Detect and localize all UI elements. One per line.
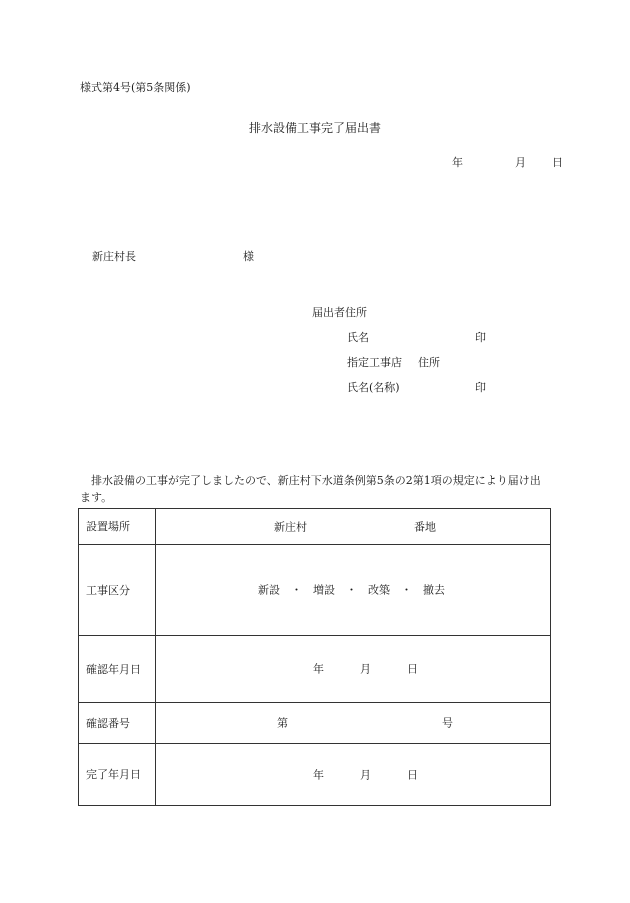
work-type-options: 新設 ・ 増設 ・ 改築 ・ 撤去 [258, 583, 445, 597]
location-lot-label: 番地 [414, 520, 436, 533]
document-title: 排水設備工事完了届出書 [248, 121, 381, 135]
addressee-honorific: 様 [243, 250, 254, 263]
notifier-address-label: 届出者住所 [312, 306, 367, 319]
submission-date [452, 157, 563, 168]
completion-date-label: 完了年月日 [79, 744, 156, 806]
table-row-completion-date [79, 744, 551, 806]
contractor-address-label: 住所 [418, 356, 440, 369]
confirm-number-value[interactable] [156, 703, 551, 744]
contractor-seal-label: 印 [475, 381, 486, 394]
completion-date-value[interactable] [156, 744, 551, 806]
notifier-name-label: 氏名 [347, 331, 369, 344]
work-type-label: 工事区分 [79, 545, 156, 636]
date-month-label: 月 [515, 156, 526, 169]
confirm-number-suffix: 号 [442, 716, 453, 730]
completion-month-label: 月 [360, 768, 371, 781]
date-day-label: 日 [552, 156, 563, 169]
completion-form-table [78, 508, 551, 806]
location-village: 新庄村 [274, 520, 307, 533]
date-year-label: 年 [452, 156, 463, 169]
location-label: 設置場所 [79, 509, 156, 545]
confirm-year-label: 年 [313, 662, 324, 676]
confirm-date-label: 確認年月日 [79, 636, 156, 703]
contractor-name-label: 氏名(名称) [347, 381, 400, 394]
confirm-number-label: 確認番号 [79, 703, 156, 744]
form-number: 様式第4号(第5条関係) [80, 81, 191, 94]
table-row-confirm-date [79, 636, 551, 703]
table-row-location [79, 509, 551, 545]
work-type-value[interactable] [156, 545, 551, 636]
completion-day-label: 日 [407, 768, 418, 781]
completion-year-label: 年 [313, 768, 324, 781]
confirm-date-value[interactable] [156, 636, 551, 703]
contractor-label: 指定工事店 [347, 356, 402, 369]
confirm-month-label: 月 [360, 662, 371, 676]
location-value[interactable] [156, 509, 551, 545]
body-text: 排水設備の工事が完了しましたので、新庄村下水道条例第5条の2第1項の規定により届け出ます。 [80, 474, 541, 504]
table-row-confirm-number [79, 703, 551, 744]
confirm-day-label: 日 [407, 662, 418, 676]
addressee-name: 新庄村長 [92, 250, 136, 263]
notifier-seal-label: 印 [475, 331, 486, 344]
confirm-number-prefix: 第 [277, 716, 288, 730]
table-row-work-type [79, 545, 551, 636]
